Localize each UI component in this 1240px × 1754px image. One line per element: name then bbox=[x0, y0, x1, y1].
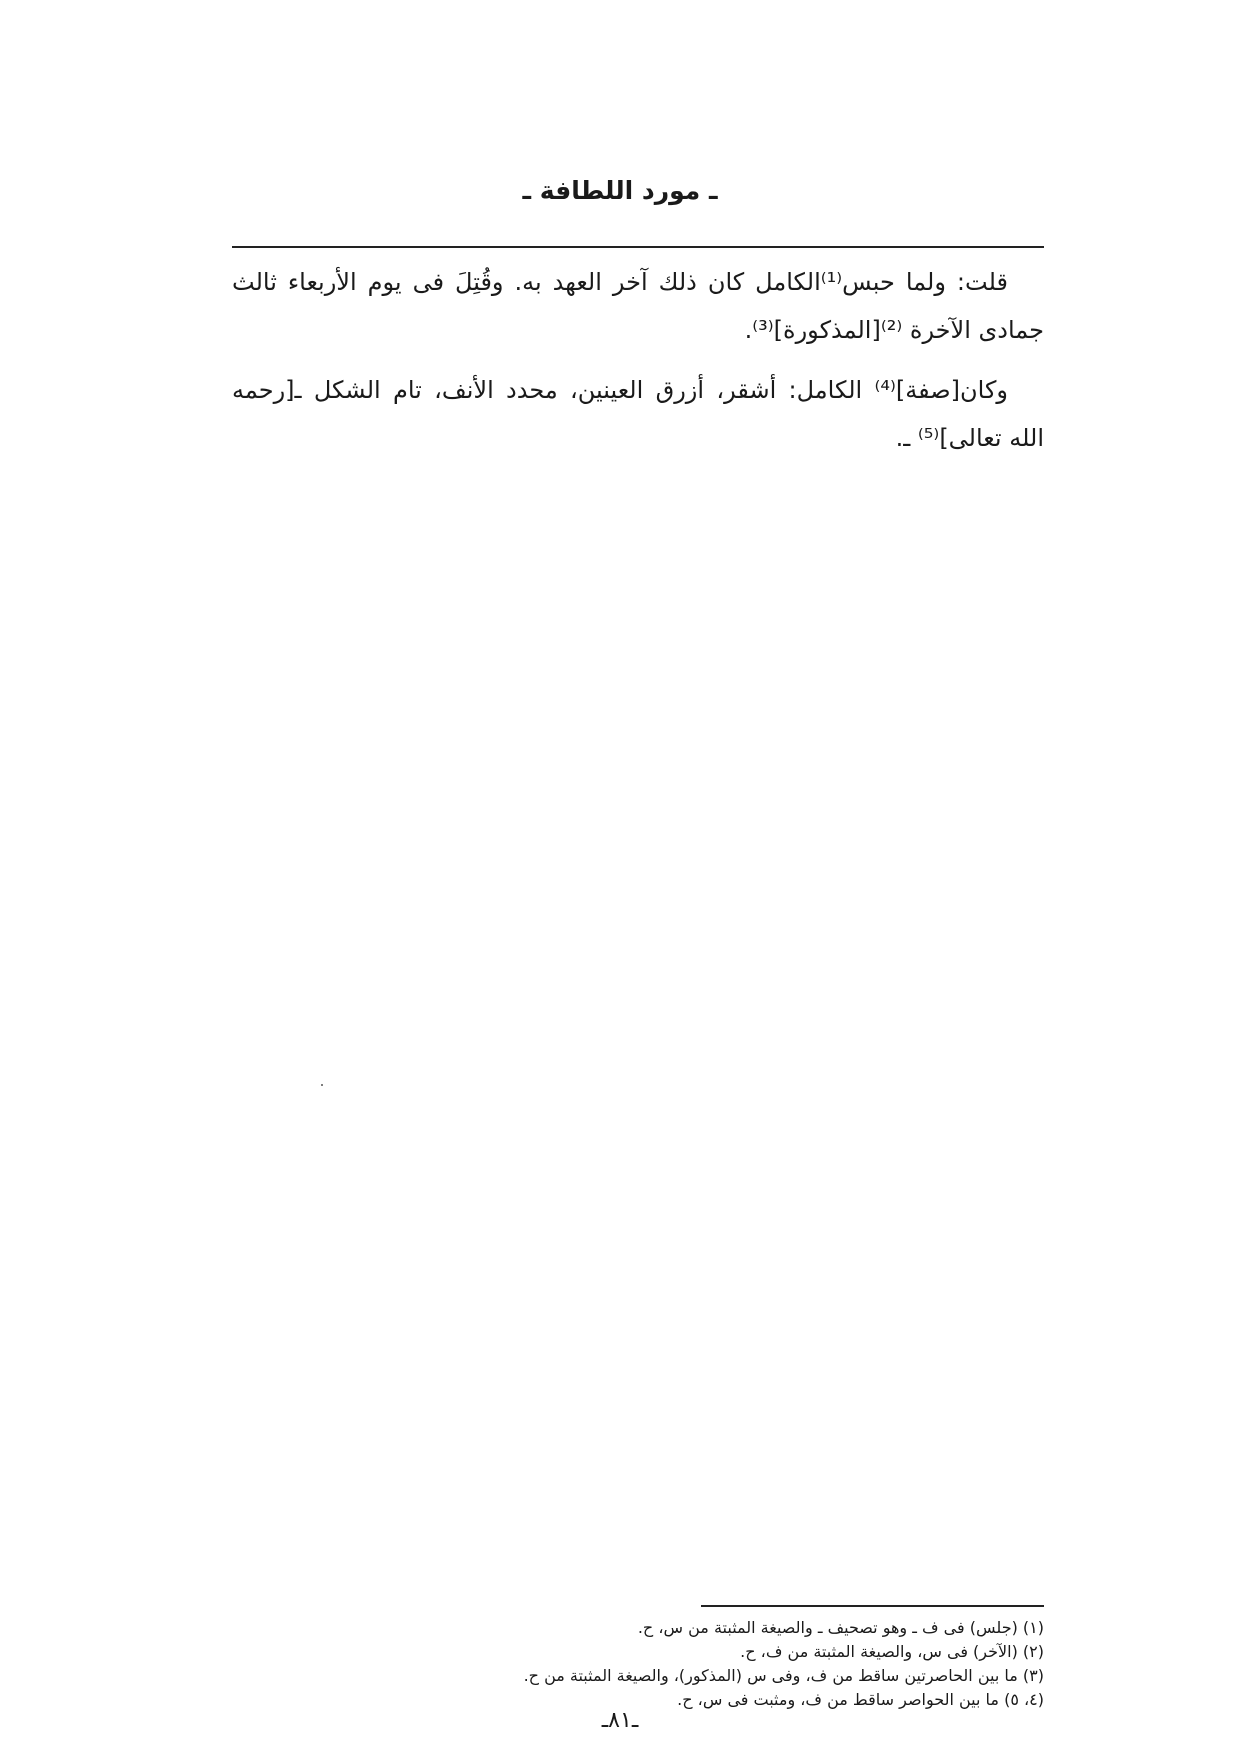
footnote: (١) (جلس) فى ف ـ وهو تصحيف ـ والصيغة المثبتة من س، ح. bbox=[637, 1618, 1044, 1637]
body-paragraph: قلت: ولما حبس⁽¹⁾الكامل كان ذلك آخر العهد به. وقُتِلَ فى يوم الأربعاء ثالث جمادى الآخرة ⁽²⁾[المذكورة]⁽³⁾. bbox=[232, 268, 1044, 344]
stray-dot bbox=[321, 1084, 323, 1086]
footnote: (٤، ٥) ما بين الحواصر ساقط من ف، ومثبت فى س، ح. bbox=[677, 1690, 1044, 1709]
header-rule bbox=[232, 246, 1044, 248]
footnote: (٣) ما بين الحاصرتين ساقط من ف، وفى س (المذكور)، والصيغة المثبتة من ح. bbox=[523, 1666, 1044, 1685]
footnote: (٢) (الآخر) فى س، والصيغة المثبتة من ف، ح. bbox=[740, 1642, 1044, 1661]
page-number: ـ٨١ـ bbox=[601, 1708, 639, 1733]
body-paragraph: وكان[صفة]⁽⁴⁾ الكامل: أشقر، أزرق العينين، محدد الأنف، تام الشكل ـ[رحمه الله تعالى]⁽⁵⁾ ـ. bbox=[232, 376, 1044, 452]
body-text bbox=[232, 258, 1044, 462]
footnotes bbox=[232, 1616, 1044, 1712]
running-head: ـ مورد اللطافة ـ bbox=[522, 176, 718, 205]
footnote-rule bbox=[701, 1605, 1044, 1607]
